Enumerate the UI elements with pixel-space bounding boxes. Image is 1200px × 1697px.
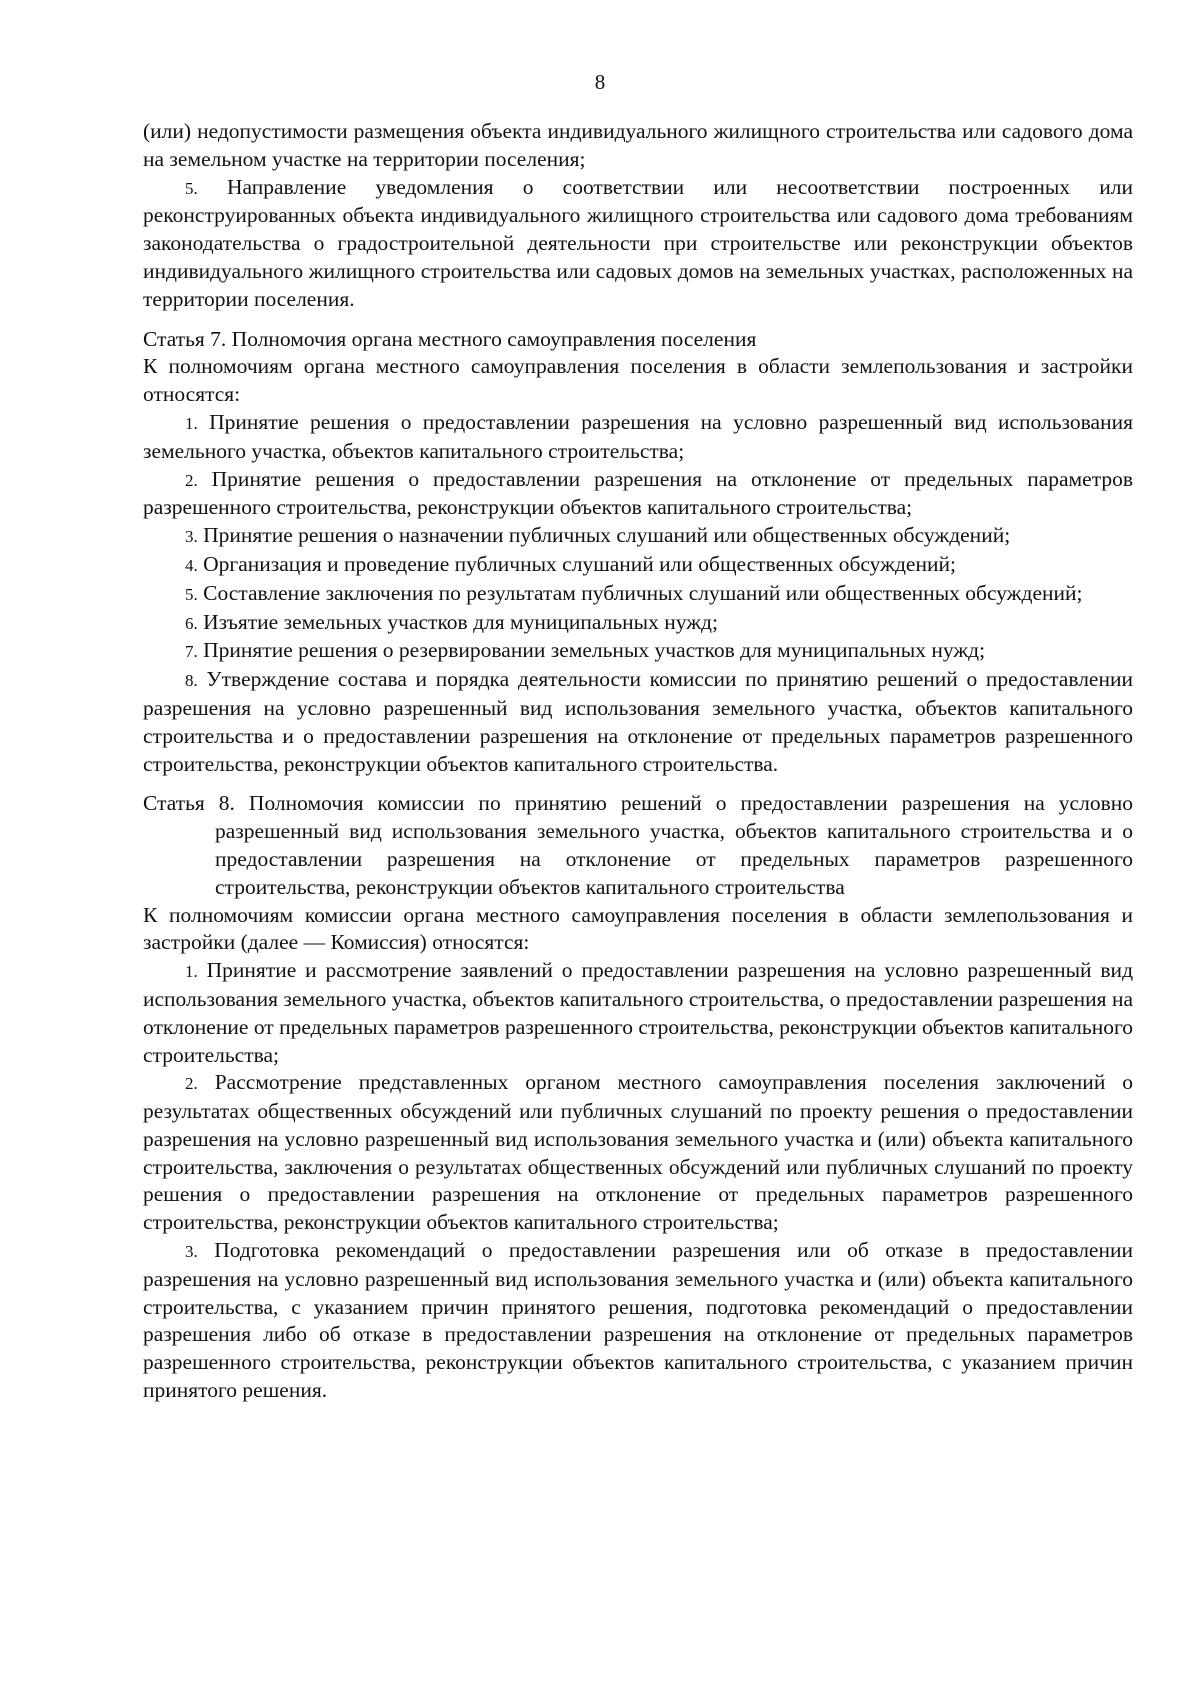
article-7-item-2-number: 2. [185,470,198,490]
page-number: 8 [594,70,606,94]
article-8-item-2-number: 2. [185,1074,198,1094]
article-8-item-1-number: 1. [185,962,198,982]
article-7-title: Статья 7. Полномочия органа местного самоуправления поселения [143,326,757,351]
article-8-item-3 [143,1237,1133,1405]
intro-paragraph-2 [143,174,1133,314]
intro-paragraph-2-text: Направление уведомления о соответствии или несоответствии построенных или реконструированных объекта индивидуального жилищного строительства или садового дома требованиям законодательства о градостроительной деятельности при строительстве или реконструкции объектов индивидуального жилищного строительства или садовых домов на земельных участках, расположенных на территории поселения. [143,174,1133,311]
article-7-item-6 [143,609,1133,638]
article-7-item-3-number: 3. [185,527,198,547]
article-7-item-7 [143,637,1133,666]
article-7-item-4-number: 4. [185,555,198,575]
article-8-item-2-text: Рассмотрение представленных органом местного самоуправления поселения заключений о результатах общественных обсуждений или публичных слушаний по проекту решения о предоставлении разрешения на условно разрешенный вид использования земельного участка и (или) объекта капитального строительства, заключения о результатах общественных обсуждений или публичных слушаний по проекту решения о предоставлении разрешения на отклонение от предельных параметров разрешенного строительства, реконструкции объектов капитального строительства; [143,1070,1134,1235]
article-7-item-5 [143,580,1133,609]
article-8-item-1 [143,957,1133,1069]
article-7-item-5-text: Составление заключения по результатам публичных слушаний или общественных обсуждений; [203,580,1083,605]
article-8-item-2 [143,1069,1133,1237]
article-8-title: Статья 8. Полномочия комиссии по принятию решений о предоставлении разрешения на условно разрешенный вид использования земельного участка, объектов капитального строительства и о предоставлении разрешения на отклонение от предельных параметров разрешенного строительства, реконструкции объектов капитального строительства [143,791,1133,899]
article-8-item-3-text: Подготовка рекомендаций о предоставлении разрешения или об отказе в предоставлении разрешения на условно разрешенный вид использования земельного участка и (или) объекта капитального строительства, с указанием причин принятого решения, подготовка рекомендаций о предоставлении разрешения либо об отказе в предоставлении разрешения на отклонение от предельных параметров разрешенного строительства, реконструкции объектов капитального строительства, с указанием причин принятого решения. [143,1238,1133,1403]
article-7-item-1-text: Принятие решения о предоставлении разрешения на условно разрешенный вид использования земельного участка, объектов капитального строительства; [143,409,1133,463]
article-7-item-3 [143,522,1133,551]
article-7-item-5-number: 5. [185,584,198,604]
article-7-lead: К полномочиям органа местного самоуправления поселения в области землепользования и застройки относятся: [143,354,1133,407]
article-7-item-8-number: 8. [185,671,198,691]
article-7-item-6-text: Изъятие земельных участков для муниципальных нужд; [203,609,718,634]
article-7-item-8-text: Утверждение состава и порядка деятельности комиссии по принятию решений о предоставлении разрешения на условно разрешенный вид использования земельного участка, объектов капитального строительства и о предоставлении разрешения на отклонение от предельных параметров разрешенного строительства, реконструкции объектов капитального строительства. [143,667,1133,776]
article-8-item-3-number: 3. [185,1242,198,1262]
article-7-item-4-text: Организация и проведение публичных слушаний или общественных обсуждений; [203,551,956,576]
article-7-item-7-number: 7. [185,642,198,662]
article-7-item-4 [143,551,1133,580]
intro-paragraph-1: (или) недопустимости размещения объекта индивидуального жилищного строительства или садового дома на земельном участке на территории поселения; [143,119,1133,171]
article-7-item-1 [143,409,1133,466]
page-content [143,118,1133,1405]
article-8-item-1-text: Принятие и рассмотрение заявлений о предоставлении разрешения на условно разрешенный вид использования земельного участка, объектов капитального строительства, о предоставлении разрешения на отклонение от предельных параметров разрешенного строительства, реконструкции объектов капитального строительства; [143,958,1134,1067]
article-7-item-1-number: 1. [185,413,198,433]
article-8-lead: К полномочиям комиссии органа местного самоуправления поселения в области землепользования и застройки (далее — Комиссия) относятся: [143,902,1133,955]
article-7-item-6-number: 6. [185,613,198,633]
article-7-item-2-text: Принятие решения о предоставлении разрешения на отклонение от предельных параметров разрешенного строительства, реконструкции объектов капитального строительства; [143,466,1133,520]
article-7-item-2 [143,466,1133,523]
intro-paragraph-2-number: 5. [185,178,198,198]
article-7-item-7-text: Принятие решения о резервировании земельных участков для муниципальных нужд; [203,638,986,663]
article-7-item-8 [143,666,1133,778]
article-7-item-3-text: Принятие решения о назначении публичных слушаний или общественных обсуждений; [203,523,1011,548]
